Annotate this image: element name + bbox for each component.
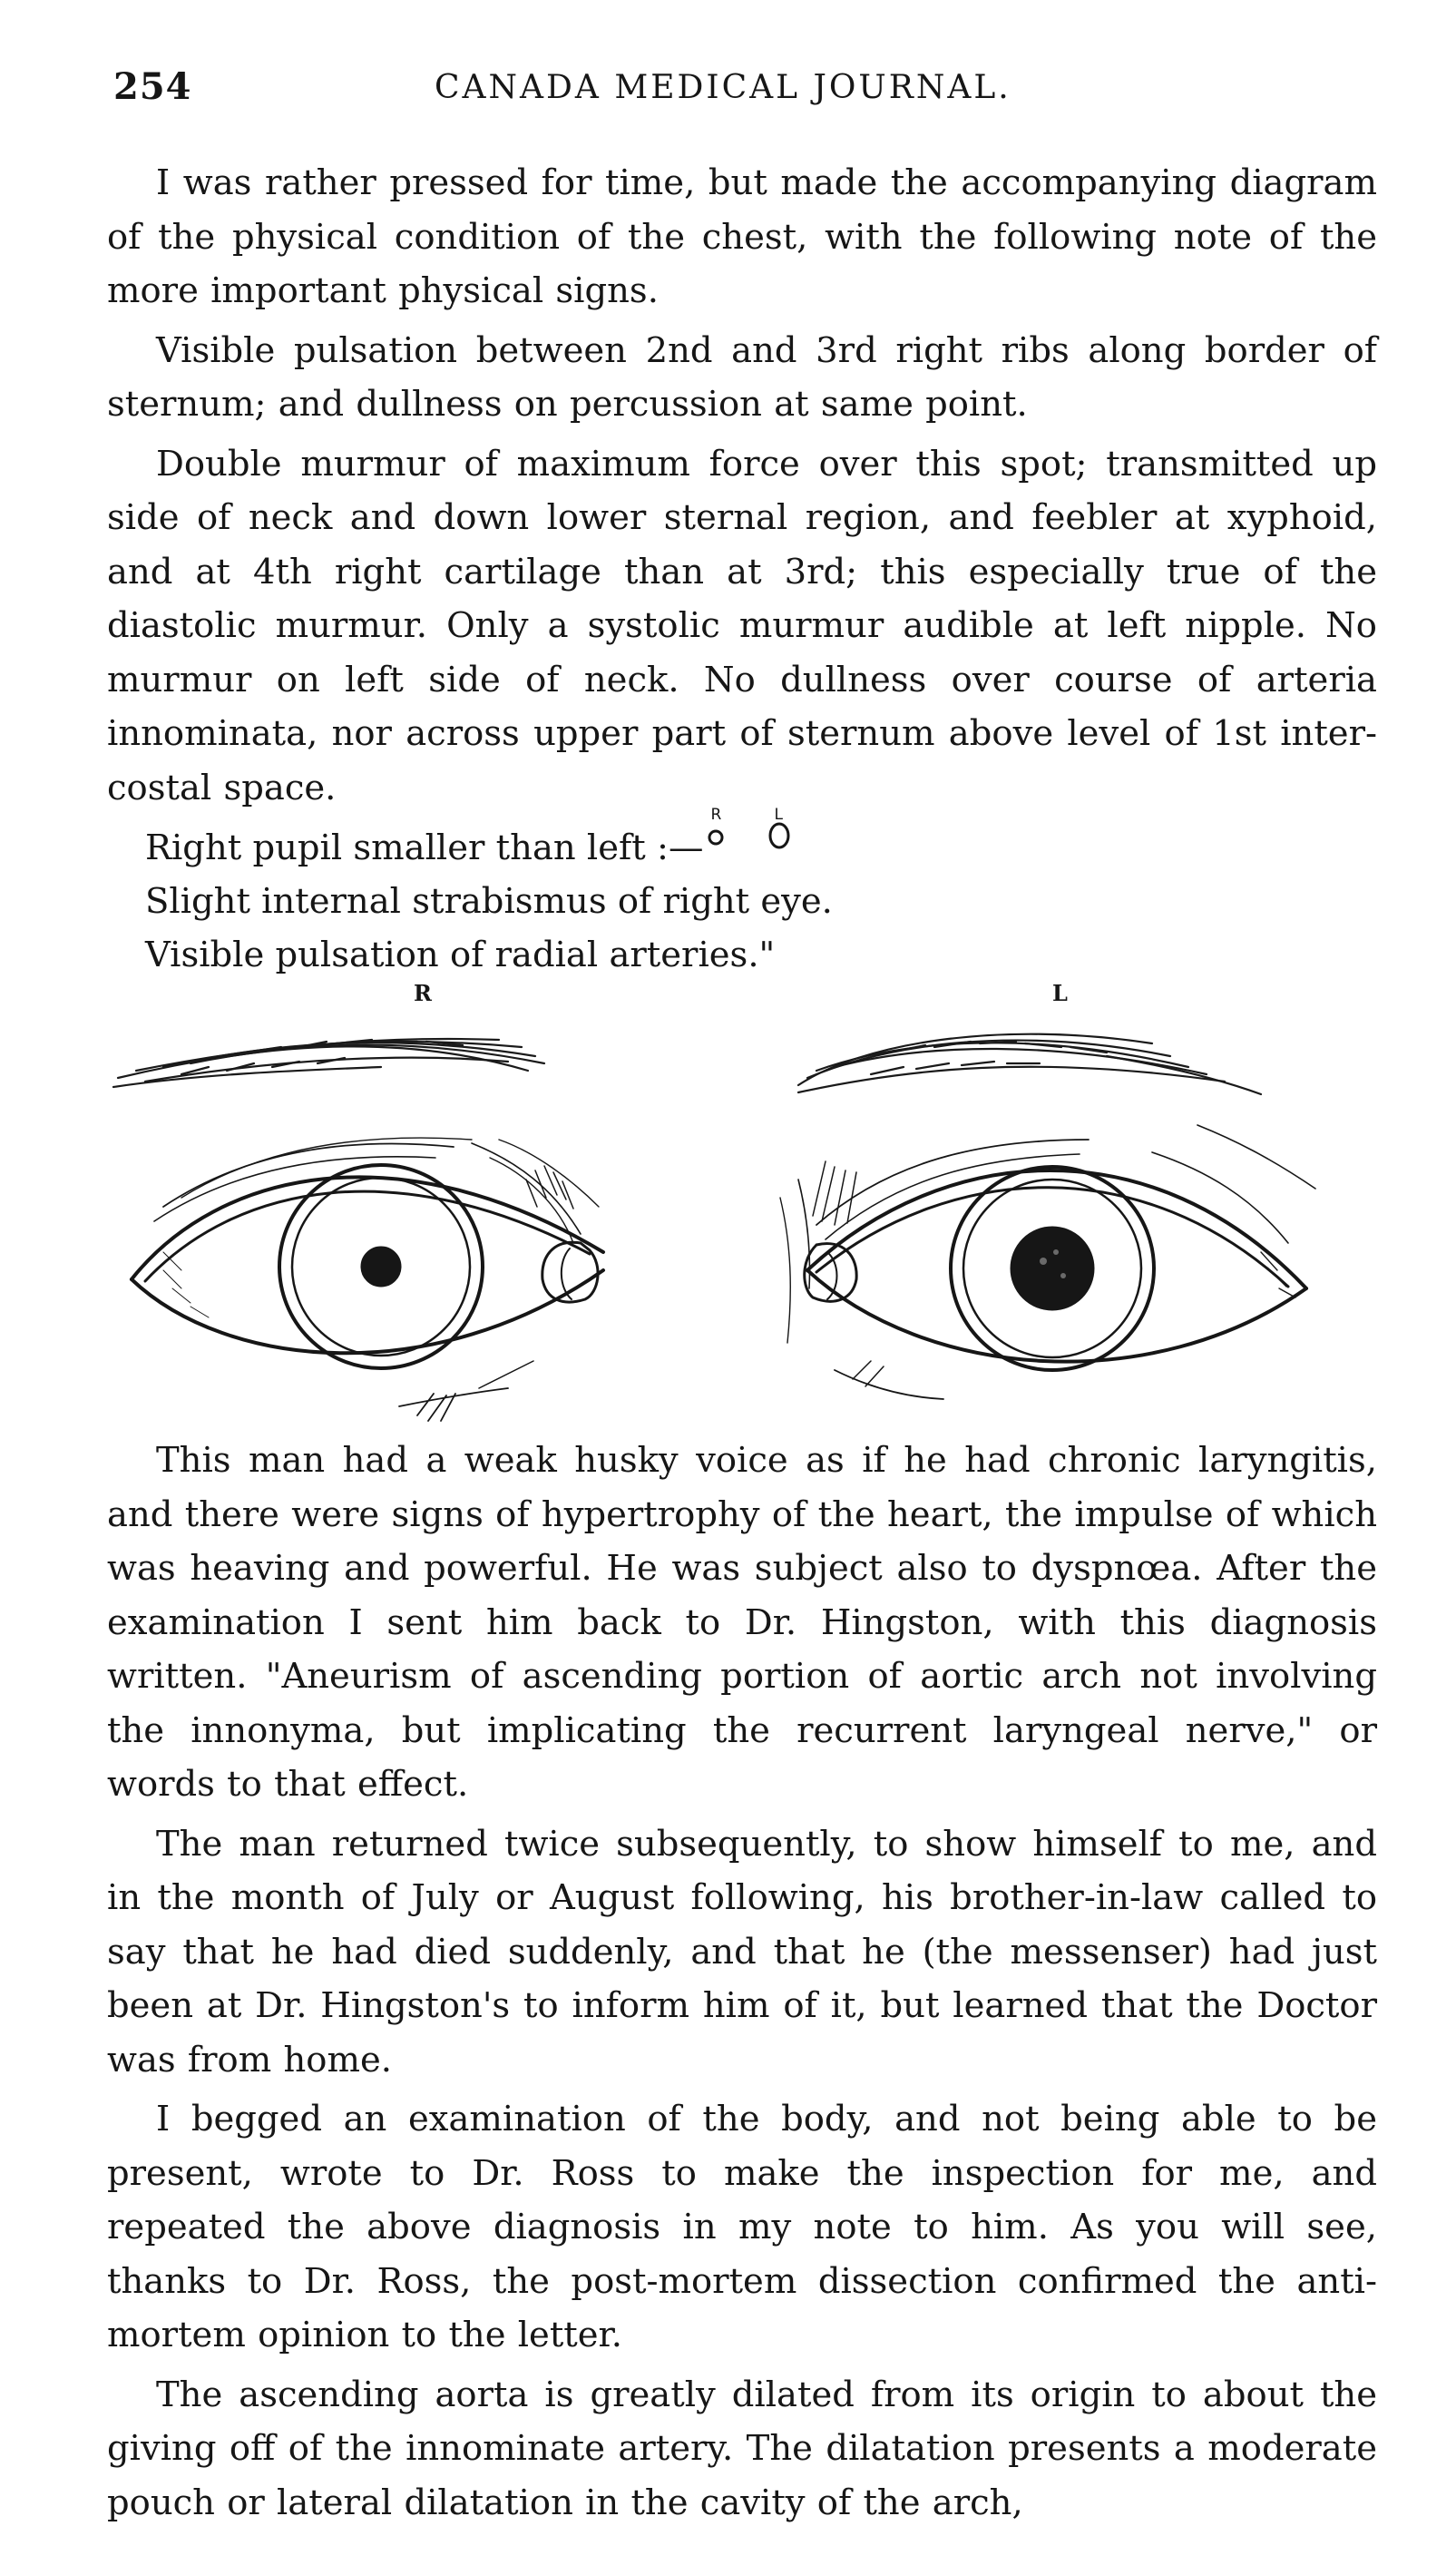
- eyes-engraving: [109, 980, 1397, 1452]
- right-eye: [132, 1138, 603, 1421]
- eyes-illustration: [109, 980, 1397, 1452]
- physical-signs-list: [145, 806, 962, 982]
- pupil-comparison-diagram: [703, 806, 839, 859]
- left-eye: [780, 1125, 1315, 1399]
- right-eye-label: R: [414, 980, 432, 1006]
- paragraph: This man had a weak husky voice as if he had chronic laryngitis, and there were signs of hypertrophy of the heart, the impulse of which was heaving and powerful. He was subject also to dyspnœa. After the examination I sent him back to Dr. Hingston, with this diagnosis written. "Aneurism of ascending portion of aortic arch not involving the innonyma, but implicating the recurrent laryngeal nerve," or words to that effect.: [107, 1440, 1377, 1805]
- pupil-left-label: L: [774, 806, 783, 824]
- text-block-bottom: [107, 1434, 1377, 2535]
- pupil-right-label: R: [710, 806, 722, 824]
- left-eyebrow: [798, 1034, 1261, 1094]
- paragraph: I was rather pressed for time, but made the accompanying diagram of the physical condition of the chest, with the following note of the more important physical signs.: [107, 162, 1377, 311]
- sign-radial-pulsation: Visible pulsation of radial arteries.": [145, 935, 776, 975]
- paragraph: The man returned twice subsequently, to show himself to me, and in the month of July or August following, his brother-in-law called to say that he had died suddenly, and that he (the messenser) had just been at Dr. Hingston's to inform him of it, but learned that the Doctor was from home.: [107, 1823, 1377, 2081]
- sign-pupil-text: Right pupil smaller than left :—: [145, 827, 704, 868]
- paragraph: Visible pulsation between 2nd and 3rd right ribs along border of sternum; and dullness on percussion at same point.: [107, 329, 1377, 425]
- text-block-top: [107, 156, 1377, 820]
- paragraph: I begged an examination of the body, and not being able to be present, wrote to Dr. Ross to make the inspection for me, and repeated the above diagnosis in my note to him. As you will see, thanks to Dr. Ross, the post-mortem dissection confirmed the anti-mortem opinion to the letter.: [107, 2099, 1377, 2355]
- sign-strabismus: Slight internal strabismus of right eye.: [145, 881, 833, 922]
- journal-title: CANADA MEDICAL JOURNAL.: [435, 69, 1011, 106]
- page-number: 254: [113, 65, 192, 108]
- left-eye-label: L: [1052, 980, 1068, 1006]
- page-header: [113, 65, 1383, 120]
- pupil-circles-icon: [703, 794, 839, 857]
- sign-pupil: [145, 806, 962, 875]
- paragraph: Double murmur of maximum force over this spot; transmitted up side of neck and down lower sternal region, and feebler at xyphoid, and at 4th right cartilage than at 3rd; this especially true of the diastolic murmur. Only a systolic murmur audible at left nipple. No murmur on left side of neck. No dullness over course of arteria innominata, nor across upper part of sternum above level of 1st inter-costal space.: [107, 443, 1377, 808]
- right-eyebrow: [113, 1039, 544, 1087]
- paragraph: The ascending aorta is greatly dilated from its origin to about the giving off of the innominate artery. The dilatation presents a moderate pouch or lateral dilatation in the cavity of the arch,: [107, 2374, 1377, 2523]
